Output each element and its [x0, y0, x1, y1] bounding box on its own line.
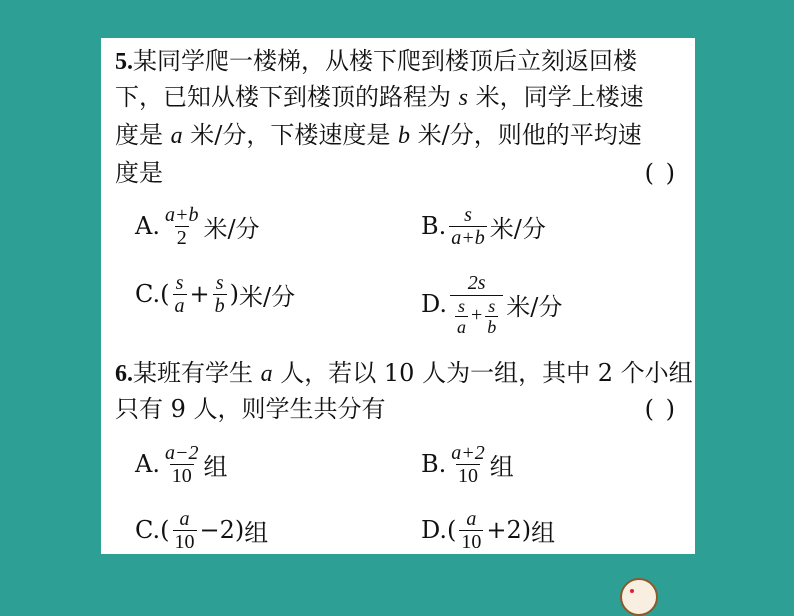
- q5-text-2b: 米，同学上楼速: [467, 83, 644, 111]
- q5-text-3b: 米/分，下楼速度是: [182, 121, 398, 149]
- fraction: [163, 204, 201, 249]
- numerator: a+2: [451, 441, 485, 464]
- denominator: 10: [458, 464, 479, 487]
- numerator: s: [215, 271, 224, 294]
- numerator: a: [179, 507, 190, 530]
- denominator: [450, 295, 503, 337]
- q5-text-4: 度是: [115, 159, 163, 187]
- fraction: [173, 508, 197, 553]
- q6-option-b[interactable]: [421, 434, 514, 494]
- unit: 组: [203, 452, 228, 481]
- q6-text-1a: 某班有学生: [133, 359, 261, 387]
- fraction: [450, 271, 503, 337]
- denominator: a: [457, 317, 467, 337]
- unit: 组: [489, 452, 514, 481]
- q5-var-b: b: [397, 123, 410, 149]
- unit: 米/分: [506, 292, 563, 321]
- fraction: [485, 296, 498, 337]
- denominator: b: [214, 294, 225, 317]
- fraction: [213, 272, 227, 317]
- option-label: C.: [135, 280, 161, 308]
- unit: 组: [244, 518, 269, 547]
- q5-number: 5.: [115, 49, 133, 75]
- mascot-icon: [620, 578, 658, 616]
- option-label: D.: [421, 290, 448, 318]
- fraction: [459, 508, 483, 553]
- question-card: [101, 38, 695, 554]
- expression-rest: +2): [486, 516, 532, 544]
- numerator: s: [464, 203, 472, 226]
- q5-line-1: [115, 46, 677, 77]
- denominator: 10: [171, 464, 192, 487]
- q5-line-4: [115, 158, 677, 188]
- denominator: 10: [174, 530, 195, 553]
- q5-answer-paren: ( ): [644, 159, 677, 187]
- numerator: s: [488, 296, 496, 316]
- plus-sign: +: [189, 280, 210, 308]
- numerator: a+b: [164, 203, 199, 226]
- q5-option-b[interactable]: [421, 196, 546, 256]
- option-label: C.: [135, 516, 161, 544]
- q5-option-c[interactable]: [135, 264, 295, 324]
- option-label: A.: [135, 212, 160, 240]
- q5-text-3a: 度是: [115, 121, 171, 149]
- unit: 米/分: [203, 214, 260, 243]
- q6-var-a: a: [260, 361, 273, 387]
- plus-sign: +: [471, 304, 483, 327]
- q6-option-a[interactable]: [135, 434, 227, 494]
- q5-var-a: a: [170, 123, 183, 149]
- q6-text-1b: 人，若以 10 人为一组，其中 2 个小组: [272, 359, 693, 387]
- q5-text-2a: 下，已知从楼下到楼顶的路程为: [115, 83, 459, 111]
- option-label: A.: [135, 450, 160, 478]
- q6-answer-paren: ( ): [644, 395, 677, 423]
- option-label: D.: [421, 516, 448, 544]
- paren-open: (: [160, 280, 170, 308]
- q5-option-d[interactable]: [421, 264, 562, 344]
- numerator: s: [175, 271, 184, 294]
- denominator: a+b: [451, 226, 485, 249]
- paren-close: ): [229, 280, 239, 308]
- q6-number: 6.: [115, 361, 133, 387]
- option-label: B.: [421, 450, 447, 478]
- q6-line-1: [115, 358, 693, 389]
- q6-line-2: [115, 394, 677, 424]
- unit: 组: [531, 518, 556, 547]
- paren-open: (: [447, 516, 457, 544]
- fraction: [449, 442, 487, 487]
- q5-var-s: s: [458, 85, 468, 111]
- numerator: a: [466, 507, 477, 530]
- option-label: B.: [421, 212, 447, 240]
- q5-text-1: 某同学爬一楼梯，从楼下爬到楼顶后立刻返回楼: [133, 47, 637, 75]
- unit: 米/分: [239, 282, 296, 311]
- q6-option-d[interactable]: [421, 500, 555, 560]
- q5-text-3c: 米/分，则他的平均速: [409, 121, 642, 149]
- q6-option-c[interactable]: [135, 500, 268, 560]
- denominator: 10: [461, 530, 482, 553]
- fraction: [449, 204, 487, 249]
- expression-rest: −2): [199, 516, 245, 544]
- denominator: 2: [176, 226, 187, 249]
- q6-text-2: 只有 9 人，则学生共分有: [115, 395, 386, 423]
- fraction: [163, 442, 201, 487]
- fraction: [455, 296, 468, 337]
- q5-line-2: [115, 82, 677, 113]
- denominator: b: [487, 317, 497, 337]
- q5-line-3: [115, 120, 677, 151]
- fraction: [173, 272, 187, 317]
- paren-open: (: [160, 516, 170, 544]
- q5-option-a[interactable]: [135, 196, 260, 256]
- numerator: 2s: [467, 272, 486, 294]
- denominator: a: [174, 294, 185, 317]
- numerator: a−2: [164, 441, 199, 464]
- numerator: s: [458, 296, 466, 316]
- unit: 米/分: [489, 214, 546, 243]
